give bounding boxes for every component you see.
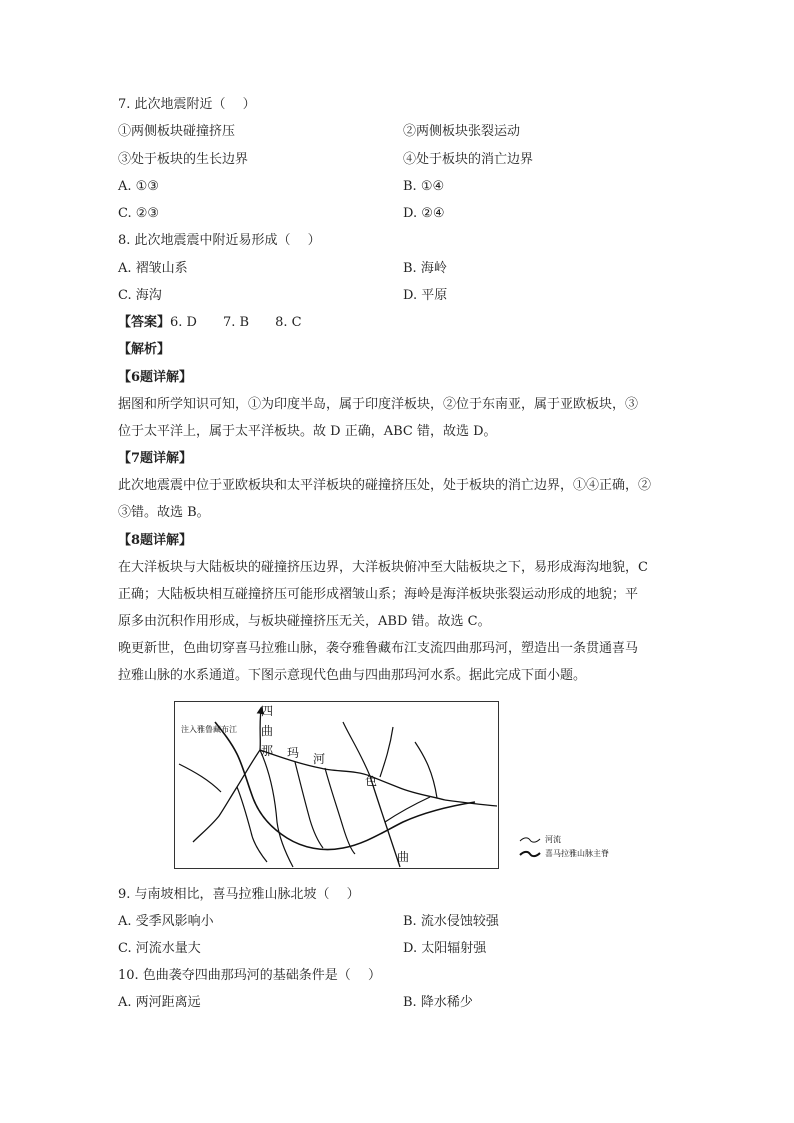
detail7-text <box>118 472 693 526</box>
intro-paragraph <box>118 635 693 689</box>
q8-stem: 8. 此次地震震中附近易形成（ ） <box>118 233 321 248</box>
q7-item-4: ④处于板块的消亡边界 <box>403 152 534 167</box>
tributary <box>325 768 355 854</box>
detail7-line-1: 此次地震震中位于亚欧板块和太平洋板块的碰撞挤压处，处于板块的消亡边界，①④正确，② <box>118 478 652 493</box>
q9-option-a: A. 受季风影响小 <box>118 914 214 929</box>
q7-option-d: D. ②④ <box>403 206 445 221</box>
q8-option-c: C. 海沟 <box>118 288 162 303</box>
q9-option-b: B. 流水侵蚀较强 <box>403 914 499 929</box>
intro-line-1: 晚更新世，色曲切穿喜马拉雅山脉，袭夺雅鲁藏布江支流四曲那玛河，塑造出一条贯通喜马 <box>118 641 639 656</box>
detail6-line-2: 位于太平洋上，属于太平洋板块。故 D 正确，ABC 错，故选 D。 <box>118 424 497 439</box>
tributary <box>295 762 323 848</box>
detail8-line-1: 在大洋板块与大陆板块的碰撞挤压边界，大洋板块俯冲至大陆板块之下，易形成海沟地貌，C <box>118 560 648 575</box>
q10-option-b: B. 降水稀少 <box>403 995 473 1010</box>
se-tributary <box>415 742 437 798</box>
q7-stem: 7. 此次地震附近（ ） <box>118 97 256 112</box>
se-tributary <box>343 722 370 776</box>
q10-stem: 10. 色曲袭夺四曲那玛河的基础条件是（ ） <box>118 968 381 983</box>
river-system-map <box>174 701 499 869</box>
detail7-label: 【7题详解】 <box>118 451 193 466</box>
answer-line <box>118 314 302 332</box>
se-tributary <box>385 797 430 822</box>
detail7-line-2: ③错。故选 B。 <box>118 505 210 520</box>
detail6-line-1: 据图和所学知识可知，①为印度半岛，属于印度洋板块，②位于东南亚，属于亚欧板块，③ <box>118 397 639 412</box>
detail8-text <box>118 554 693 635</box>
q7-item-2: ②两侧板块张裂运动 <box>403 124 521 139</box>
himalaya-ridge <box>215 722 475 850</box>
river-label-char-5: 河 <box>313 752 326 766</box>
q7-option-a: A. ①③ <box>118 179 159 194</box>
legend-river <box>519 834 561 845</box>
q7-item-3: ③处于板块的生长边界 <box>118 152 249 167</box>
q8-option-d: D. 平原 <box>403 288 448 303</box>
analysis-label: 【解析】 <box>118 342 171 357</box>
river-label-char-4: 玛 <box>287 746 300 760</box>
answer-text: 6. D 7. B 8. C <box>170 315 302 330</box>
river-label-char-3: 那 <box>261 744 274 758</box>
answer-label: 【答案】 <box>118 315 171 330</box>
tributary <box>260 750 293 867</box>
q10-option-a: A. 两河距离远 <box>118 995 201 1010</box>
inflow-label: 注入雅鲁藏布江 <box>181 725 237 734</box>
intro-line-2: 拉雅山脉的水系通道。下图示意现代色曲与四曲那玛河水系。据此完成下面小题。 <box>118 668 587 683</box>
legend-river-label: 河流 <box>545 835 561 844</box>
detail8-line-2: 正确；大陆板块相互碰撞挤压可能形成褶皱山系；海岭是海洋板块张裂运动形成的地貌；平 <box>118 587 639 602</box>
se-tributary <box>380 727 393 777</box>
tributary <box>237 787 267 862</box>
q9-option-c: C. 河流水量大 <box>118 941 201 956</box>
se-label-char-2: 曲 <box>397 850 410 864</box>
q9-option-d: D. 太阳辐射强 <box>403 941 487 956</box>
legend-ridge <box>519 848 609 859</box>
tributary <box>179 764 221 792</box>
q9-stem: 9. 与南坡相比，喜马拉雅山脉北坡（ ） <box>118 887 360 902</box>
ridge-symbol-icon <box>519 850 541 858</box>
river-symbol-icon <box>519 836 541 844</box>
q8-option-b: B. 海岭 <box>403 261 447 276</box>
q7-option-b: B. ①④ <box>403 179 445 194</box>
detail6-label: 【6题详解】 <box>118 370 193 385</box>
q7-option-c: C. ②③ <box>118 206 160 221</box>
q7-item-1: ①两侧板块碰撞挤压 <box>118 124 236 139</box>
detail8-line-3: 原多由沉积作用形成，与板块碰撞挤压无关，ABD 错。故选 C。 <box>118 614 491 629</box>
q8-option-a: A. 褶皱山系 <box>118 261 188 276</box>
river-label-char-1: 四 <box>261 704 274 718</box>
detail6-text <box>118 391 693 445</box>
detail8-label: 【8题详解】 <box>118 533 193 548</box>
se-label-char-1: 色 <box>365 774 378 788</box>
legend-ridge-label: 喜马拉雅山脉主脊 <box>545 849 609 858</box>
river-label-char-2: 曲 <box>261 724 274 738</box>
